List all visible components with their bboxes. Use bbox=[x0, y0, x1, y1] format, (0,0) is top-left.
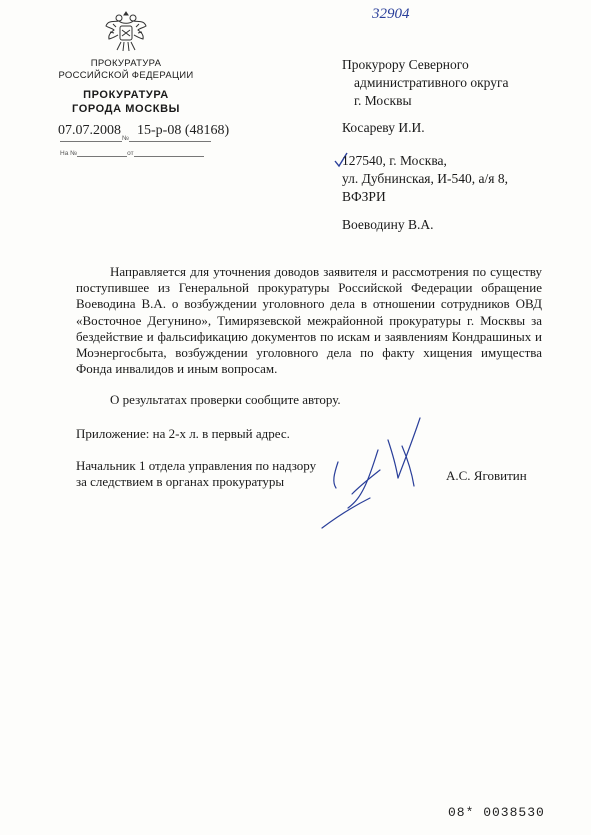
body-paragraph: О результатах проверки сообщите автору. bbox=[110, 392, 341, 407]
attachment-note: Приложение: на 2-х л. в первый адрес. bbox=[76, 426, 290, 441]
recipient-line: административного округа bbox=[354, 75, 509, 90]
recipient-line: Прокурору Северного bbox=[342, 57, 469, 72]
recipient-address bbox=[342, 152, 508, 206]
office-name-line1: ПРОКУРАТУРА bbox=[83, 89, 169, 101]
signatory-position bbox=[76, 458, 316, 490]
recipient-line: 127540, г. Москва, bbox=[342, 153, 447, 168]
number-label: № bbox=[122, 135, 129, 142]
recipient-applicant: Воеводину В.А. bbox=[342, 217, 434, 232]
position-line: за следствием в органах прокуратуры bbox=[76, 474, 285, 489]
form-serial-number: 08* 0038530 bbox=[448, 805, 545, 820]
position-line: Начальник 1 отдела управления по надзору bbox=[76, 458, 317, 473]
registration-mark: 32904 bbox=[372, 6, 410, 22]
signatory-name: А.С. Яговитин bbox=[446, 468, 527, 483]
body-paragraph: Направляется для уточнения доводов заявителя и рассмотрения по существу поступившее из Генеральной прокуратуры Российской Федерации обращение Воеводина В.А. о возбуждении уголовного дела в отношении сотрудников ОВД «Восточное Дегунино», Тимирязевской межрайонной прокуратуры г. Москвы за бездействие и фальсификацию документов по искам и заявлениям Кондрашиных и Моэнергосбыта, возбуждении уголовного дела по факту хищения имущества Фонда инвалидов и иным вопросам. bbox=[76, 264, 542, 377]
outgoing-number: 15-р-08 (48168) bbox=[137, 123, 230, 138]
document-date: 07.07.2008 bbox=[58, 123, 121, 138]
incoming-ref-line bbox=[60, 150, 204, 157]
recipient-line: ВФЗРИ bbox=[342, 189, 386, 204]
recipient-prosecutor bbox=[342, 56, 509, 110]
office-name-line2: ГОРОДА МОСКВЫ bbox=[72, 103, 180, 115]
recipient-line: ул. Дубнинская, И-540, а/я 8, bbox=[342, 171, 508, 186]
handwritten-signature bbox=[318, 412, 448, 535]
russian-coat-of-arms-icon bbox=[104, 8, 148, 54]
org-name-line1: ПРОКУРАТУРА bbox=[90, 58, 162, 69]
from-label: от bbox=[127, 150, 134, 157]
recipient-name: Косареву И.И. bbox=[342, 120, 425, 135]
recipient-line: г. Москвы bbox=[354, 93, 412, 108]
letter-body bbox=[76, 264, 542, 377]
on-number-label: На № bbox=[60, 150, 78, 157]
org-name-line2: РОССИЙСКОЙ ФЕДЕРАЦИИ bbox=[58, 70, 194, 81]
